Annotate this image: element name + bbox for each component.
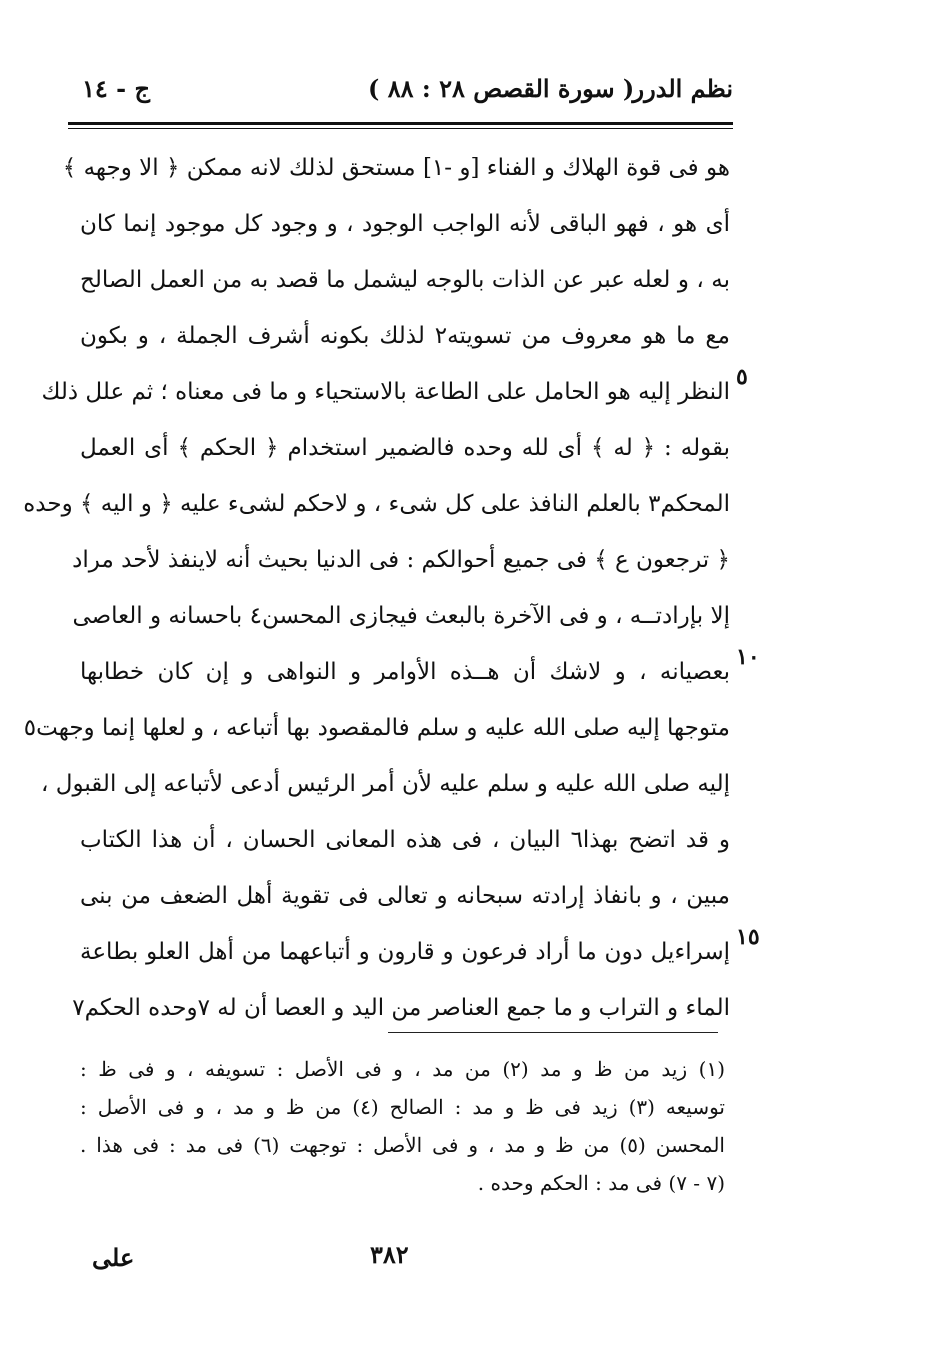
text-line: ﴿ ترجعون ع ﴾ فى جميع أحوالكم : فى الدنيا بحيث أنه لاينفذ لأحد مراد: [72, 547, 730, 573]
main-text: [23, 140, 730, 1036]
footnote-line: (١) زيد من ظ و مد (٢) من مد ، و فى الأصل : تسويفه ، و فى ظ :: [80, 1057, 726, 1081]
catchword: على: [92, 1243, 135, 1272]
text-line: أى هو ، فهو الباقى لأنه الواجب الوجود ، و وجود كل موجود إنما كان: [80, 211, 730, 237]
header-rule: [68, 122, 733, 125]
footnote-separator: [388, 1032, 718, 1033]
footnote-line: توسيعه (٣) زيد فى ظ و مد : الصالح (٤) من ظ و مد ، و فى الأصل :: [80, 1095, 725, 1119]
footnote-line: المحسن (٥) من ظ و مد ، و فى الأصل : توجهت (٦) فى مد : فى هذا .: [80, 1133, 725, 1157]
book-title: نظم الدرر: [632, 74, 733, 103]
page-number: ٣٨٢: [370, 1240, 409, 1269]
footnotes: [80, 1050, 725, 1202]
running-header: [68, 68, 733, 114]
text-line: مبين ، و بانفاذ إرادته سبحانه و تعالى فى تقوية أهل الضعف من بنى: [80, 883, 730, 909]
text-line: النظر إليه هو الحامل على الطاعة بالاستحياء و ما فى معناه ؛ ثم علل ذلك: [41, 379, 730, 405]
header-rule-thin: [68, 128, 733, 129]
footnote-line: (٧ - ٧) فى مد : الحكم وحده .: [477, 1171, 725, 1195]
volume-number: ج - ١٤: [82, 74, 150, 103]
text-line: إلا بإرادتــه ، و فى الآخرة بالبعث فيجازى المحسن٤ باحسانه و العاصى: [72, 603, 730, 629]
text-line: إسراءيل دون ما أراد فرعون و قارون و أتباعهما من أهل العلو بطاعة: [80, 939, 730, 965]
text-line: متوجها إليه صلى الله عليه و سلم فالمقصود بها أتباعه ، و لعلها إنما وجهت٥: [23, 715, 730, 741]
line-number: ١٠: [736, 644, 760, 670]
text-line: المحكم٣ بالعلم النافذ على كل شىء ، و لاحكم لشىء عليه ﴿ و اليه ﴾ وحده: [23, 491, 730, 517]
surah-reference: ( سورة القصص ٢٨ : ٨٨ ): [368, 74, 635, 103]
text-line: و قد اتضح بهذا٦ البيان ، فى هذه المعانى الحسان ، أن هذا الكتاب: [80, 827, 730, 853]
text-line: بعصيانه ، و لاشك أن هــذه الأوامر و النواهى و إن كان خطابها: [80, 659, 730, 685]
text-line: به ، و لعله عبر عن الذات بالوجه ليشمل ما قصد به من العمل الصالح: [80, 267, 730, 293]
text-line: إليه صلى الله عليه و سلم عليه لأن أمر الرئيس أدعى لأتباعه إلى القبول ،: [41, 771, 730, 797]
text-line: بقوله : ﴿ له ﴾ أى لله وحده فالضمير استخدام ﴿ الحكم ﴾ أى العمل: [80, 435, 730, 461]
text-line: مع ما هو معروف من تسويته٢ لذلك بكونه أشرف الجملة ، و بكون: [80, 323, 730, 349]
text-line: هو فى قوة الهلاك و الفناء [و -١] مستحق لذلك لانه ممكن ﴿ الا وجهه ﴾: [62, 155, 730, 181]
text-line: الماء و التراب و ما جمع العناصر من اليد و العصا أن له ٧وحده الحكم٧: [72, 995, 730, 1021]
line-number: ٥: [736, 364, 748, 390]
line-number: ١٥: [736, 924, 760, 950]
